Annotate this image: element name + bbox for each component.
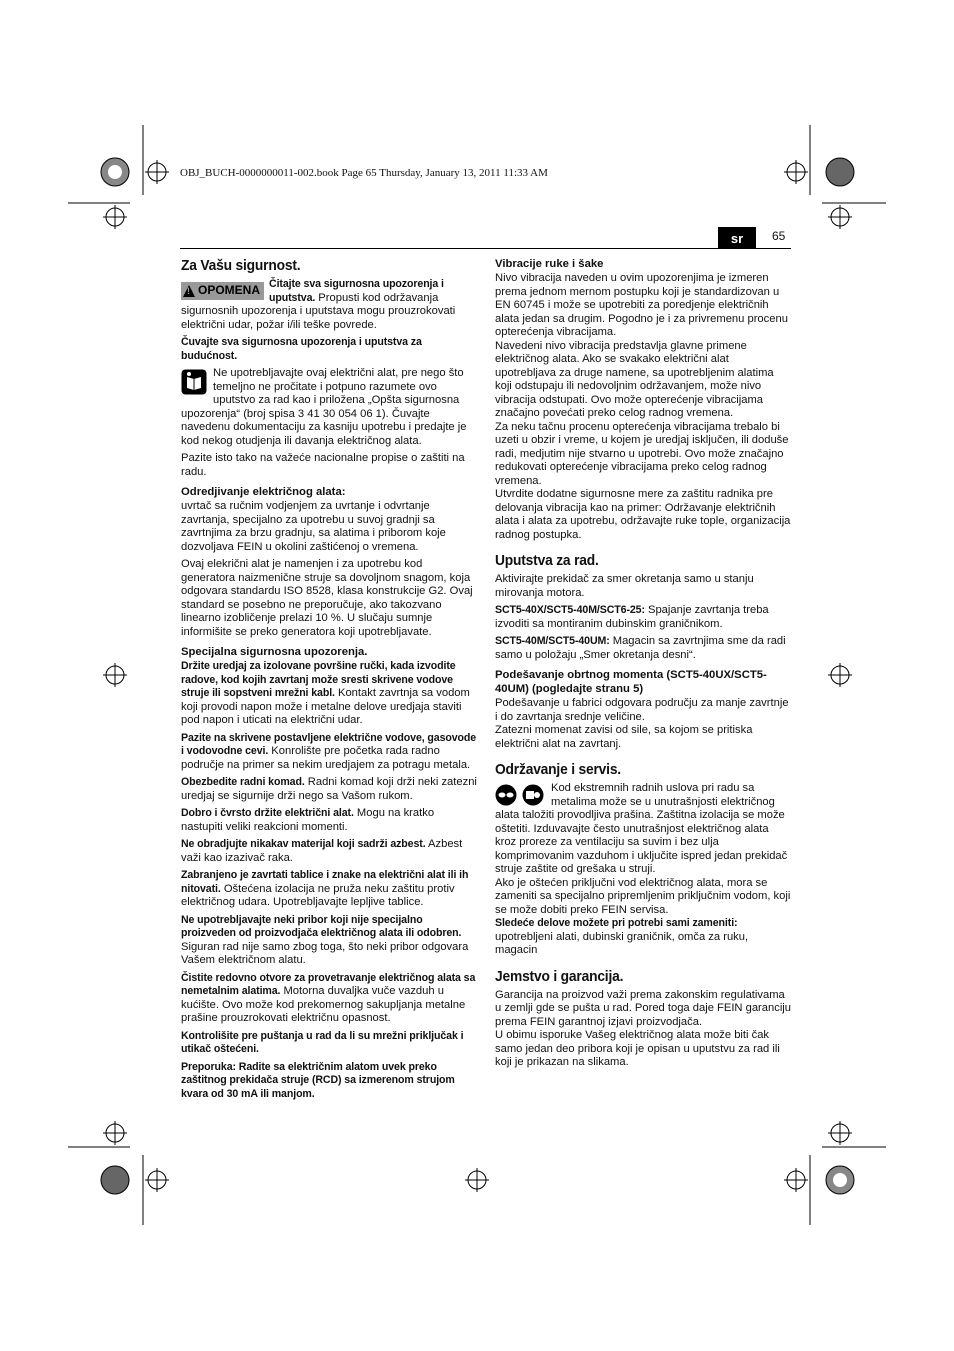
safety-item: Ne upotrebljavajte neki pribor koji nije specijalno proizveden od proizvodjača električnog alata ili odobren. Siguran rad nije samo zbog toga, što neki pribor odgovara Vašem električnom alatu.: [181, 913, 469, 966]
read-manual-text: Ne upotrebljavajte ovaj električni alat, pre nego što temeljno ne pročitate i potpuno razumete ovo uputstvo za rad kao i priložena „Opšta sigurnosna upozorenja“ (broj spisa 3 41 30 054 06 1). Čuvajte navedenu dokumentaciju za kasniju upotrebu i predajte je kod nekog otudjenja ili davanja električnog alata.: [181, 367, 467, 447]
safety-item: Kontrolišite pre puštanja u rad da li su mrežni priključak i utikač oštećeni.: [181, 1029, 464, 1055]
operation-item: SCT5-40X/SCT5-40M/SCT6-25: Spajanje zavrtanja treba izvoditi sa montiranim dubinskim graničnikom.: [495, 604, 769, 630]
warning-triangle-icon: !: [183, 285, 195, 297]
header-rule: [180, 248, 791, 249]
generator-text: Ovaj elekrični alat je namenjen i za upotrebu kod generatora naizmenične struje sa dovoljnom snagom, koja odgovara standardu ISO 8528, klasa konstrukcije G2. Ovaj standard se posebno ne preporučuje, ako takozvano linearno izobličenje prelazi 10 %. U slučaju sumnje informišite se preko generatora koji upotrebljavate.: [181, 558, 473, 638]
warning-text: Propusti kod održavanja sigurnosnih upozorenja i uputstava mogu prouzrokovati električni udar, požar i/ili teške povrede.: [181, 291, 456, 331]
torque-text: Podešavanje u fabrici odgovara području za manje zavrtnje i do zavrtanja srednje veličine.: [495, 697, 789, 723]
eye-protection-icon: [495, 784, 545, 806]
warranty-text: U obimu isporuke Vašeg električnog alata može biti čak samo jedan deo pribora koji je opisan u uputstvu za rad ili koji je prikazan na slikama.: [495, 1029, 780, 1068]
warranty-text: Garancija na proizvod važi prema zakonskim regulativama u zemlji gde se pušta u rad. Pored toga daje FEIN garanciju prema FEIN garantnoj izjavi proizvodjača.: [495, 988, 792, 1028]
safety-item: Ne obradjujte nikakav materijal koji sadrži azbest. Azbest važi kao izazivač raka.: [181, 838, 463, 864]
safety-item: Držite uredjaj za izolovane površine ručki, kada izvodite radove, kod kojih zavrtanj može sresti skrivene vodove struje ili sopstveni mrežni kabl. Kontakt zavrtnja sa vodom koji provodi napon može i metalne delove uredjaja staviti pod napon i uticati na električni udar.: [181, 660, 470, 726]
maintenance-paragraph: Kod ekstremnih radnih uslova pri radu sa metalima može se u unutrašnjosti električnog alata taložiti provodljiva prašina. Zaštitna izolacija se može oštetiti. Izduvavajte često unutrašnjost električnog alata kroz proreze za ventilaciju sa suvim i bez ulja komprimovanim vazduhom i uključite ispred jedan prekidač struje zaštite od grešaka u struji.: [495, 782, 788, 875]
right-column: [495, 257, 791, 1074]
section-title-safety: Za Vašu sigurnost.: [181, 257, 301, 274]
read-manual-icon: [181, 369, 207, 395]
page-number: 65: [772, 229, 786, 243]
vibration-text: Navedeni nivo vibracija predstavlja glavne primene električnog alata. Ako se svakako električni alat upotrebljava za druge namene, sa upotrebljenim alatima koji odstupaju ili nedovoljnim održavanjem, može nivo vibracija odstupati. Ovo može opterećenje vibracijama značajno povećati preko celog radnog vremena.: [495, 339, 774, 419]
read-manual-paragraph: [181, 367, 477, 448]
vibration-text: Nivo vibracija naveden u ovim upozorenjima je izmeren prema jednom mernom postupku koji je standardizovan u EN 60745 i može se upotrebiti za poredjenje električnih alata jedan sa drugim. Pogodno je i za privremenu procenu opterećenja vibracijama.: [495, 272, 788, 338]
section-title-operation: Uputstva za rad.: [495, 552, 599, 569]
intended-use-text: uvrtač sa ručnim vodjenjem za uvrtanje i odvrtanje zavrtanja, specijalno za upotrebu u suvoj gradnji sa zavrtnjima za brzu gradnju, sa alatima i priborom koje dozvoljava FEIN u okolini zaštićenoj o vremena.: [181, 500, 446, 553]
vibration-text: Utvrdite dodatne sigurnosne mere za zaštitu radnika pre delovanja vibracija kao na primer: Održavanje električnih alata i alata za upotrebu, održavajte ruke tople, organizacija radnog postupka.: [495, 488, 791, 541]
safety-item: Pazite na skrivene postavljene električne vodove, gasovode i vodovodne cevi. Konrolište pre početka rada radno područje na primer sa nekim uredjajem za potragu metala.: [181, 731, 477, 771]
operation-text: Aktivirajte prekidač za smer okretanja samo u stanju mirovanja motora.: [495, 573, 754, 599]
heading-special-safety: Specijalna sigurnosna upozorenja.: [181, 646, 368, 658]
language-tab: sr: [718, 227, 756, 249]
national-rules: Pazite isto tako na važeće nacionalne propise o zaštiti na radu.: [181, 452, 465, 478]
heading-intended-use: Odredjivanje električnog alata:: [181, 486, 346, 498]
section-title-warranty: Jemstvo i garancija.: [495, 967, 624, 985]
left-column: [181, 257, 477, 1105]
maintenance-parts: Sledeće delove možete pri potrebi sami zameniti: upotrebljeni alati, dubinski graničnik, omča za ruku, magacin: [495, 917, 749, 956]
vibration-text: Za neku tačnu procenu opterećenja vibracijama trebalo bi uzeti u obzir i vreme, u kojem je uredjaj isključen, ili doduše radi, medjutim nije stvarno u upotrebi. Ovo može značajno redukovati opterećenje vibracijama preko celog radnog vremena.: [495, 420, 789, 487]
safety-item: Obezbedite radni komad. Radni komad koji drži neki zatezni uredjaj se sigurnije drži nego sa Vašom rukom.: [181, 776, 477, 802]
warning-badge: [181, 282, 264, 300]
heading-torque: Podešavanje obrtnog momenta (SCT5-40UX/SCT5-40UM) (pogledajte stranu 5): [495, 669, 767, 695]
safety-item: Preporuka: Radite sa električnim alatom uvek preko zaštitnog prekidača struje (RCD) sa izmerenom strujom kvara od 30 mA ili manjom.: [181, 1060, 455, 1100]
safety-item: Zabranjeno je zavrtati tablice i znake na električni alat ili ih nitovati. Oštećena izolacija ne pruža neku zaštitu protiv električnog udara. Upotrebljavajte lepljive tablice.: [181, 869, 469, 908]
warning-lead: Čitajte sva sigurnosna upozorenja i uputstva.: [269, 278, 444, 304]
safety-item: Čistite redovno otvore za provetravanje električnog alata sa nemetalnim alatima. Motorna duvaljka vuče vazduh u kućište. Ovo može kod prekomernog sakupljanja metalne prašine prouzrokovati električnu opasnost.: [181, 971, 476, 1024]
safety-item: Dobro i čvrsto držite električni alat. Mogu na kratko nastupiti veliki reakcioni momenti.: [181, 807, 435, 833]
keep-instructions: Čuvajte sva sigurnosna upozorenja i uputstva za budućnost.: [181, 336, 422, 362]
heading-vibration: Vibracije ruke i šake: [495, 258, 604, 270]
section-title-maintenance: Održavanje i servis.: [495, 761, 621, 778]
warning-paragraph: [181, 278, 477, 332]
warning-label: OPOMENA: [198, 283, 261, 298]
print-file-header: OBJ_BUCH-0000000011-002.book Page 65 Thursday, January 13, 2011 11:33 AM: [180, 167, 548, 179]
torque-text: Zatezni momenat zavisi od sile, sa kojom se pritiska električni alat na zavrtanj.: [495, 724, 753, 750]
maintenance-text: Ako je oštećen priključni vod električnog alata, mora se zameniti sa specijalno pripremljenim priključnim vodom, koji se može dobiti preko FEIN servisa.: [495, 876, 791, 916]
operation-item: SCT5-40M/SCT5-40UM: Magacin sa zavrtnjima sme da radi samo u položaju „Smer okretanja desni“.: [495, 635, 786, 661]
